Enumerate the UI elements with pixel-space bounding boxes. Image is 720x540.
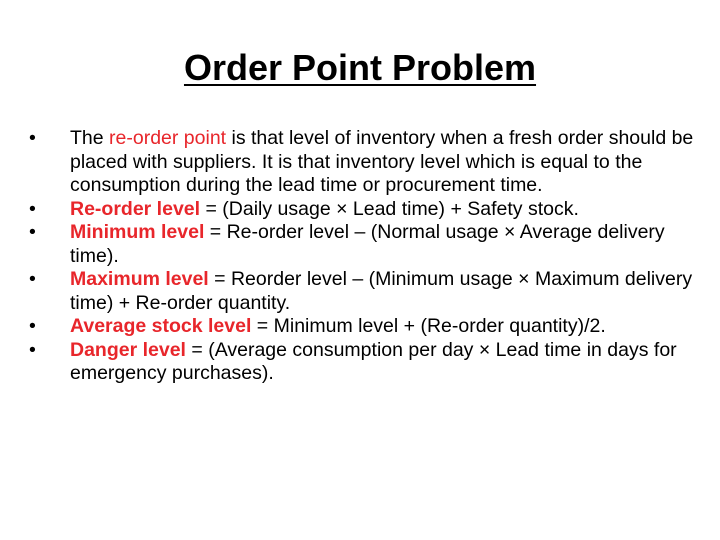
- bullet-icon: •: [29, 127, 36, 149]
- bullet-icon: •: [29, 221, 36, 243]
- bullet-text: = (Daily usage × Lead time) + Safety stock.: [200, 197, 579, 220]
- bullet-item-maximum-level: [28, 268, 694, 315]
- slide-title-text: Order Point Problem: [183, 47, 537, 88]
- bullet-item-reorder-level: [28, 198, 694, 222]
- bullet-item-danger-level: [28, 339, 694, 386]
- term-maximum-level: Maximum level: [70, 268, 209, 290]
- term-minimum-level: Minimum level: [70, 221, 205, 243]
- term-reorder-point: re-order point: [109, 127, 227, 149]
- bullet-icon: •: [29, 197, 36, 220]
- bullet-list: [28, 127, 694, 386]
- bullet-item-minimum-level: [28, 221, 694, 268]
- bullet-item-average-stock-level: [28, 315, 694, 339]
- bullet-prefix: The: [70, 127, 110, 149]
- bullet-text: is that level of inventory when a fresh order should be placed with suppliers. It is that inventory level which is equal to the consumption during the lead time or procurement time.: [70, 127, 694, 196]
- bullet-item-reorder-point: [28, 127, 694, 198]
- term-danger-level: Danger level: [70, 338, 186, 361]
- bullet-text: = Re-order level – (Normal usage × Average delivery time).: [70, 221, 665, 267]
- bullet-icon: •: [29, 268, 36, 290]
- bullet-text: = Minimum level + (Re-order quantity)/2.: [251, 315, 606, 337]
- bullet-icon: •: [29, 315, 36, 337]
- bullet-icon: •: [29, 338, 36, 361]
- bullet-text: = Reorder level – (Minimum usage × Maximum delivery time) + Re-order quantity.: [70, 268, 693, 314]
- bullet-text: = (Average consumption per day × Lead time in days for emergency purchases).: [70, 338, 677, 384]
- term-reorder-level: Re-order level: [70, 197, 201, 220]
- term-average-stock-level: Average stock level: [70, 315, 252, 337]
- slide-title: [0, 44, 720, 92]
